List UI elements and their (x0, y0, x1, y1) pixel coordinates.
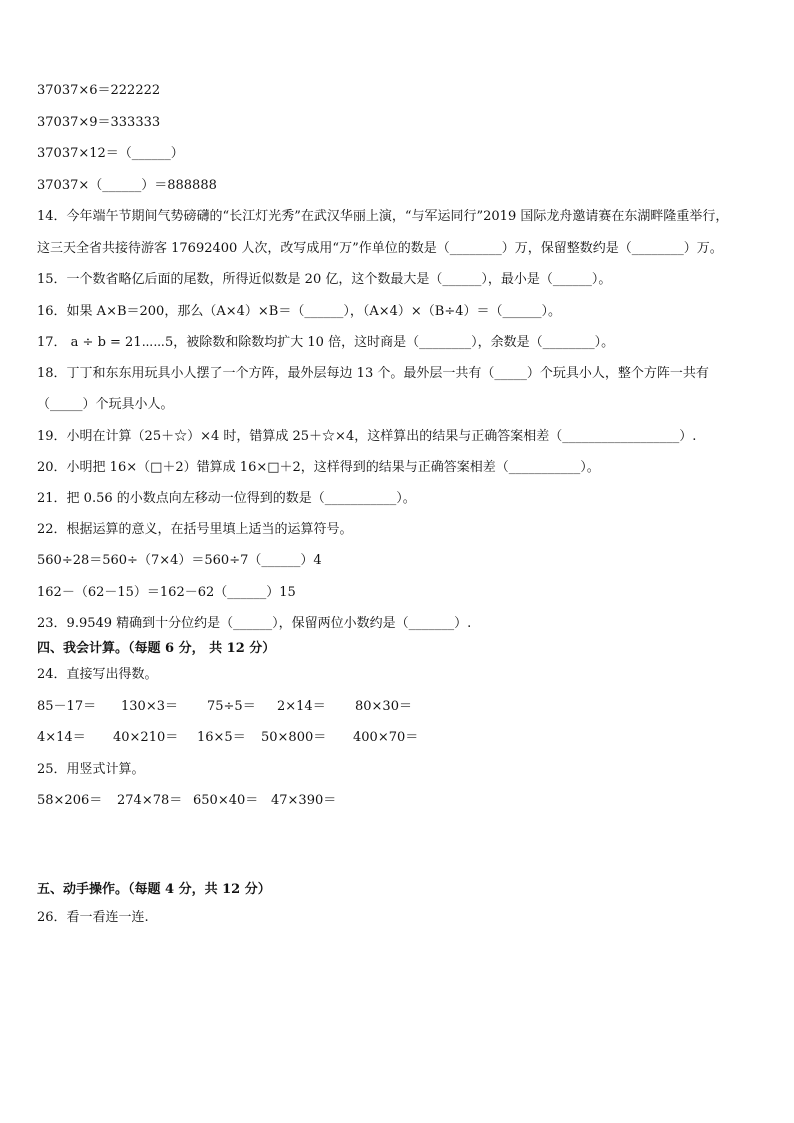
calc-item: 400×70＝ (353, 730, 419, 745)
question-21: 21．把 0.56 的小数点向左移动一位得到的数是（___________）。 (37, 491, 416, 506)
equation-line-2: 37037×9＝333333 (37, 115, 161, 130)
calc-item: 274×78＝ (117, 793, 183, 808)
calc-item: 130×3＝ (121, 699, 178, 714)
calc-item: 50×800＝ (261, 730, 327, 745)
question-25: 25．用竖式计算。 (37, 762, 145, 777)
question-24: 24．直接写出得数。 (37, 667, 158, 682)
calc-item: 16×5＝ (197, 730, 246, 745)
question-18-line-1: 18．丁丁和东东用玩具小人摆了一个方阵，最外层每边 13 个。最外层一共有（_____）个玩具小人，整个方阵一共有 (37, 366, 709, 381)
calc-item: 75÷5＝ (207, 699, 256, 714)
calc-item: 650×40＝ (193, 793, 259, 808)
section-5-heading: 五、动手操作。（每题 4 分，共 12 分） (37, 882, 271, 897)
question-19: 19．小明在计算（25＋☆）×4 时，错算成 25＋☆×4，这样算出的结果与正确答案相差（__________________）. (37, 429, 697, 444)
question-18-line-2: （_____）个玩具小人。 (37, 397, 174, 412)
equation-line-4: 37037×（______）＝888888 (37, 178, 217, 193)
equation-line-1: 37037×6＝222222 (37, 83, 161, 98)
question-26: 26．看一看连一连. (37, 910, 149, 925)
calc-item: 58×206＝ (37, 793, 103, 808)
question-16: 16．如果 A×B＝200，那么（A×4）×B＝（______），（A×4）×（B÷4）＝（______）。 (37, 304, 561, 319)
section-4-heading: 四、我会计算。（每题 6 分， 共 12 分） (37, 641, 276, 656)
question-23: 23．9.9549 精确到十分位约是（______），保留两位小数约是（_______）. (37, 616, 472, 631)
calc-item: 4×14＝ (37, 730, 86, 745)
question-14-line-1: 14．今年端午节期间气势磅礴的“长江灯光秀”在武汉华丽上演，“与军运同行”2019 国际龙舟邀请赛在东湖畔隆重举行， (37, 209, 729, 224)
calc-item: 85－17＝ (37, 699, 97, 714)
calc-item: 80×30＝ (355, 699, 412, 714)
question-14-line-2: 这三天全省共接待游客 17692400 人次，改写成用“万”作单位的数是（________）万，保留整数约是（________）万。 (37, 241, 723, 256)
calc-item: 40×210＝ (113, 730, 179, 745)
calc-item: 47×390＝ (271, 793, 337, 808)
question-17: 17． a ÷ b = 21⋯⋯5，被除数和除数均扩大 10 倍，这时商是（________），余数是（________）。 (37, 335, 615, 350)
question-15: 15．一个数省略亿后面的尾数，所得近似数是 20 亿，这个数最大是（______），最小是（______）。 (37, 272, 612, 287)
question-22-item-a: 560÷28＝560÷（7×4）＝560÷7（______）4 (37, 553, 322, 568)
equation-line-3: 37037×12＝（______） (37, 146, 184, 161)
question-20: 20．小明把 16×（□＋2）错算成 16×□＋2，这样得到的结果与正确答案相差（___________）。 (37, 460, 600, 475)
question-22-item-b: 162－（62－15）＝162－62（______）15 (37, 585, 296, 600)
calc-item: 2×14＝ (277, 699, 326, 714)
question-22: 22．根据运算的意义，在括号里填上适当的运算符号。 (37, 522, 353, 537)
